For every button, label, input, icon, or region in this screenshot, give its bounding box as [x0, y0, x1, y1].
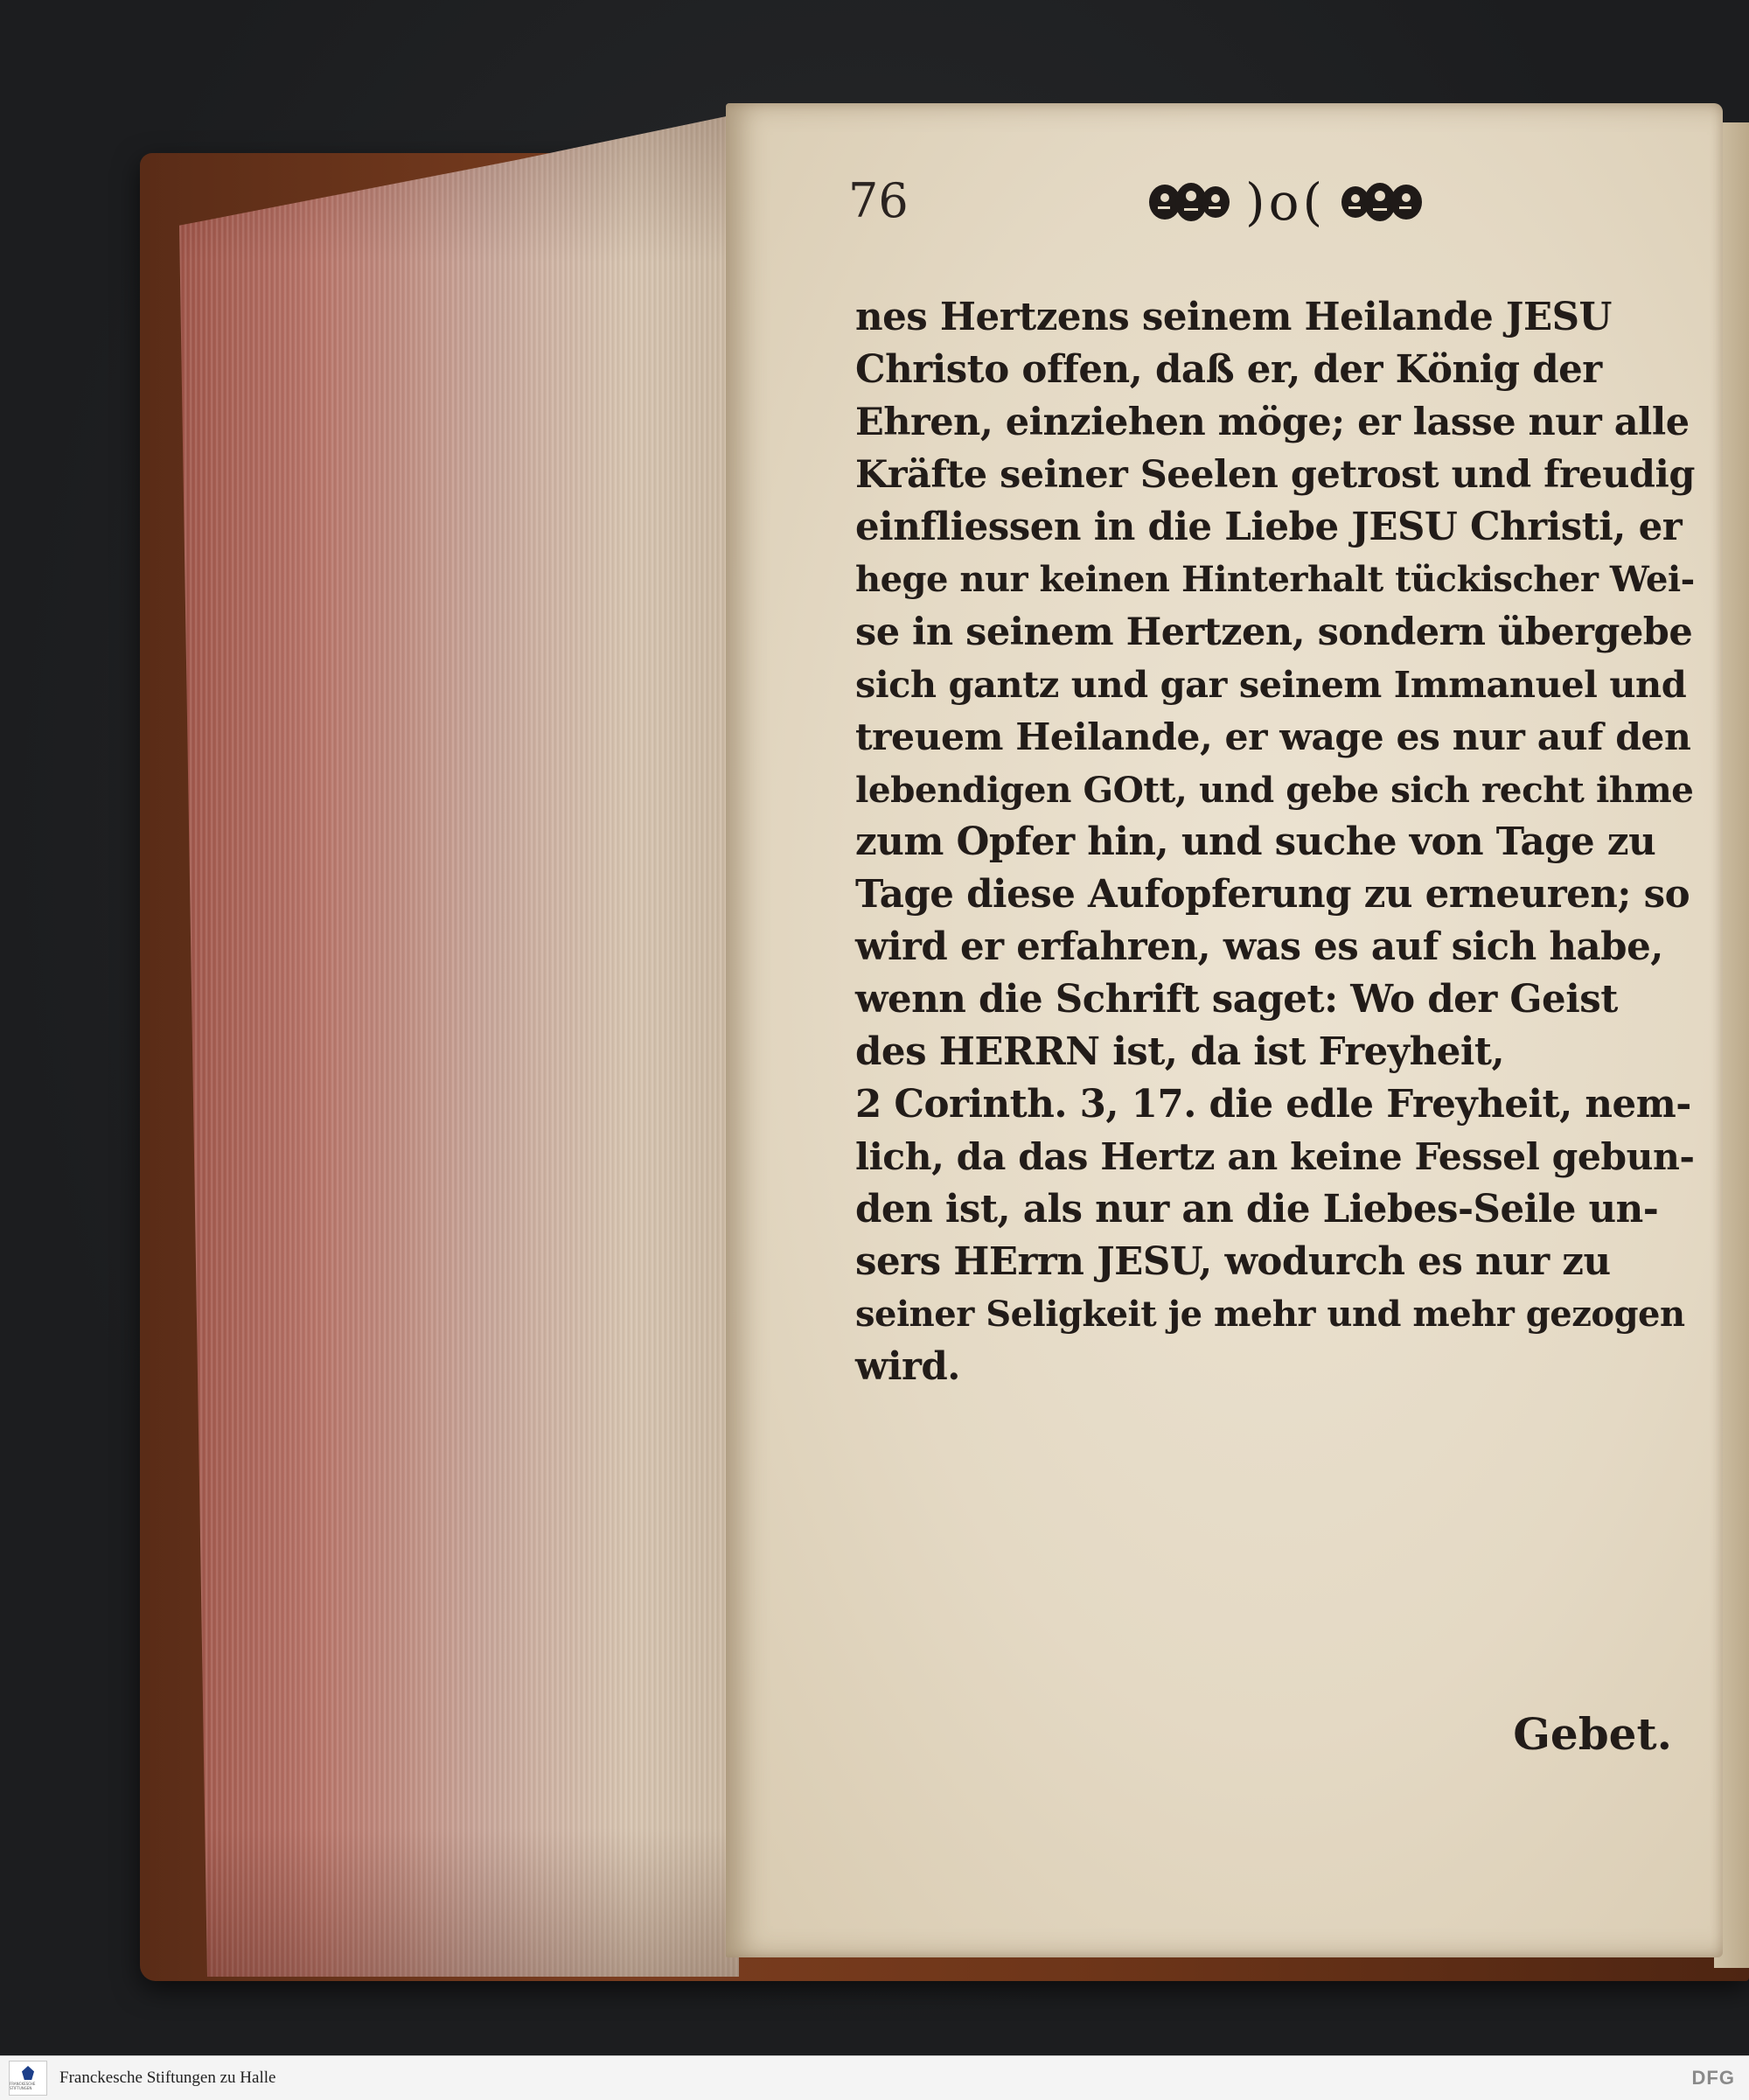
institution-name: Franckesche Stiftungen zu Halle — [59, 2069, 276, 2087]
text-line: hege nur keinen Hinterhalt tückischer Wei- — [855, 559, 1695, 600]
footer-bar — [0, 2055, 1749, 2100]
text-line: lebendigen GOtt, und gebe sich recht ihme — [855, 769, 1694, 811]
text-line: 2 Corinth. 3, 17. die edle Freyheit, nem- — [855, 1082, 1691, 1127]
page-body-text — [855, 291, 1695, 1393]
text-line: treuem Heilande, er wage es nur auf den — [855, 715, 1691, 759]
crest-icon — [22, 2066, 34, 2080]
text-line: wird. — [855, 1344, 960, 1389]
text-line: einfliessen in die Liebe JESU Christi, er — [855, 505, 1683, 549]
text-line: lich, da das Hertz an keine Fessel gebun- — [855, 1135, 1695, 1179]
left-ornament-icon — [1146, 177, 1233, 227]
logo-label: FRANCKESCHE STIFTUNGEN — [10, 2082, 36, 2090]
catchword: Gebet. — [1513, 1708, 1672, 1760]
text-line: den ist, als nur an die Liebes-Seile un- — [855, 1187, 1659, 1231]
text-line: nes Hertzens seinem Heilande JESU — [855, 295, 1612, 339]
page-number: 76 — [848, 173, 909, 228]
text-line: Kräfte seiner Seelen getrost und freudig — [855, 453, 1695, 497]
text-line: zum Opfer hin, und suche von Tage zu — [855, 820, 1656, 864]
institution-logo[interactable] — [9, 2061, 47, 2096]
text-line: Tage diese Aufopferung zu erneuren; so — [855, 872, 1690, 917]
page-edges — [179, 114, 739, 1977]
text-line: sers HErrn JESU, wodurch es nur zu — [855, 1239, 1611, 1284]
text-line: wenn die Schrift saget: Wo der Geist — [855, 977, 1618, 1022]
text-line: seiner Seligkeit je mehr und mehr gezogen — [855, 1294, 1685, 1335]
header-ornament-text: )o( — [1245, 172, 1327, 232]
text-line: wird er erfahren, was es auf sich habe, — [855, 924, 1663, 969]
text-line: des HERRN ist, da ist Freyheit, — [855, 1029, 1505, 1074]
text-line: Christo offen, daß er, der König der — [855, 347, 1602, 392]
text-line: sich gantz und gar seinem Immanuel und — [855, 663, 1687, 706]
book-page — [726, 103, 1723, 1957]
dfg-logo: DFG — [1691, 2067, 1735, 2089]
text-line: se in seinem Hertzen, sondern übergebe — [855, 610, 1693, 654]
header-ornament — [1146, 171, 1425, 233]
text-line: Ehren, einziehen möge; er lasse nur alle — [855, 401, 1690, 444]
right-ornament-icon — [1338, 177, 1425, 227]
